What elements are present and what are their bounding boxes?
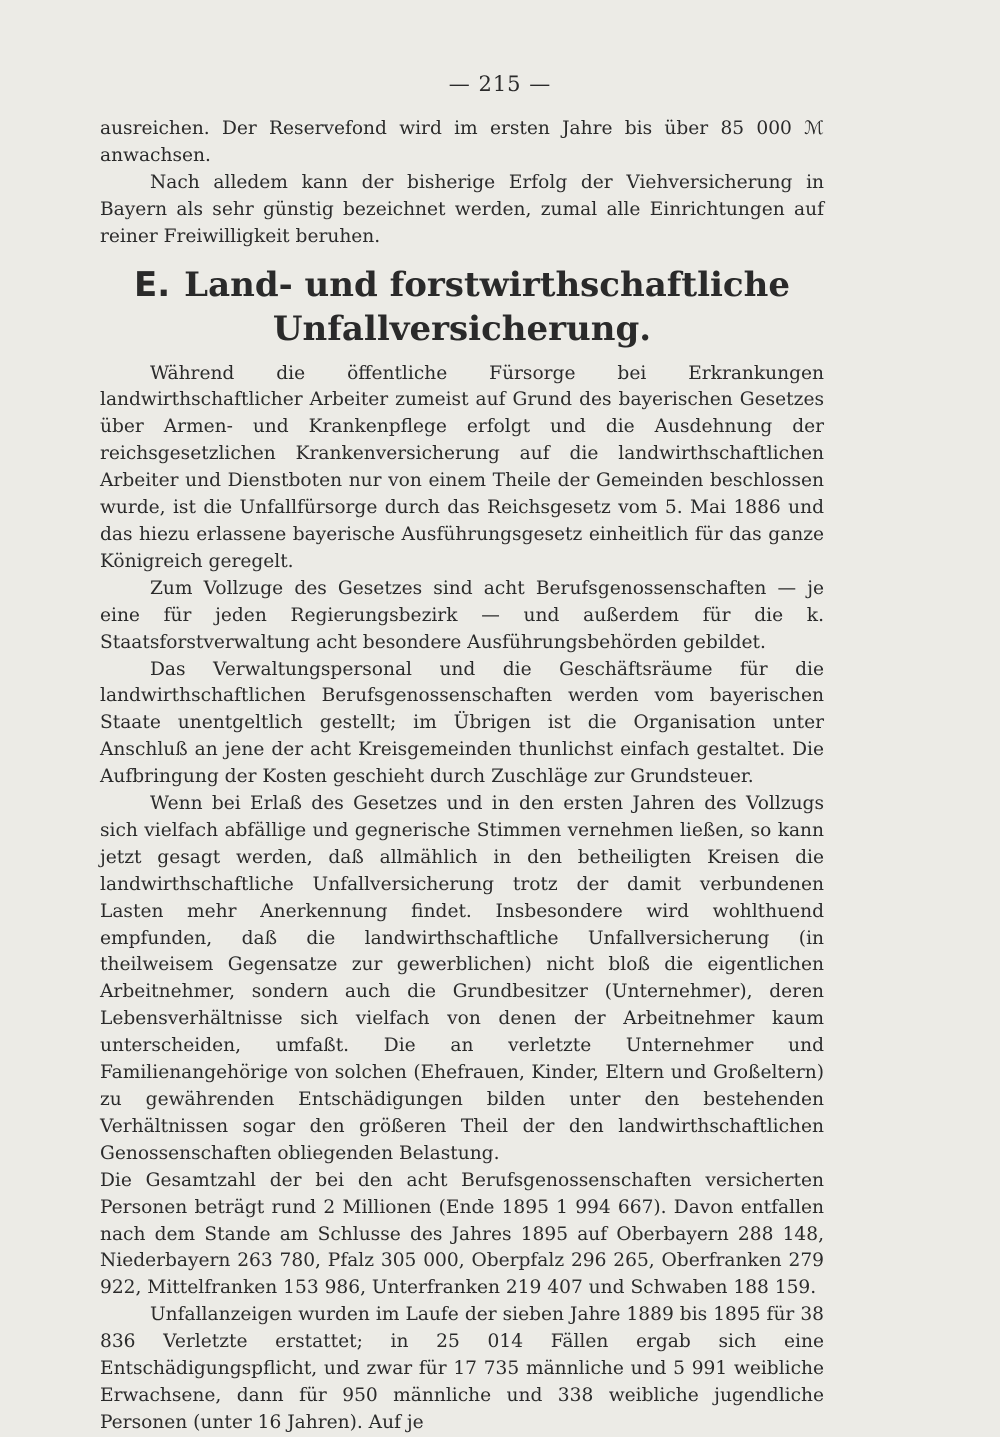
section-title: Land- und forstwirthschaftliche Unfallversicherung.	[184, 264, 790, 349]
paragraph: Während die öffentliche Fürsorge bei Erkrankungen landwirthschaftlicher Arbeiter zumeist auf Grund des bayerischen Gesetzes über Armen- und Krankenpflege erfolgt und die Ausdehnung der reichsgesetzlichen Krankenversicherung auf die landwirthschaftlichen Arbeiter und Dienstboten nur von einem Theile der Gemeinden beschlossen wurde, ist die Unfallfürsorge durch das Reichsgesetz vom 5. Mai 1886 und das hiezu erlassene bayerische Ausführungsgesetz einheitlich für das ganze Königreich geregelt.	[100, 362, 824, 572]
paragraph: Nach alledem kann der bisherige Erfolg der Viehversicherung in Bayern als sehr günstig bezeichnet werden, zumal alle Einrichtungen auf reiner Freiwilligkeit beruhen.	[100, 171, 824, 247]
paragraph: Die Gesamtzahl der bei den acht Berufsgenossenschaften versicherten Personen beträgt rund 2 Millionen (Ende 1895 1 994 667). Davon entfallen nach dem Stande am Schlusse des Jahres 1895 auf Oberbayern 288 148, Niederbayern 263 780, Pfalz 305 000, Oberpfalz 296 265, Oberfranken 279 922, Mittelfranken 153 986, Unterfranken 219 407 und Schwaben 188 159.	[100, 1169, 824, 1299]
body-text	[100, 116, 824, 1437]
paragraph: Unfallanzeigen wurden im Laufe der sieben Jahre 1889 bis 1895 für 38 836 Verletzte erstattet; in 25 014 Fällen ergab sich eine Entschädigungspflicht, und zwar für 17 735 männliche und 5 991 weibliche Erwachsene, dann für 950 männliche und 338 weibliche jugendliche Personen (unter 16 Jahren). Auf je	[100, 1304, 824, 1433]
paragraph: ausreichen. Der Reservefond wird im ersten Jahre bis über 85 000 ℳ anwachsen.	[100, 118, 824, 166]
section-heading	[100, 263, 824, 351]
paragraph: Zum Vollzuge des Gesetzes sind acht Berufsgenossenschaften — je eine für jeden Regierungsbezirk — und außerdem für die k. Staatsforstverwaltung acht besondere Ausführungsbehörden gebildet.	[100, 577, 824, 653]
paragraph: Das Verwaltungspersonal und die Geschäftsräume für die landwirthschaftlichen Berufsgenossenschaften werden vom bayerischen Staate unentgeltlich gestellt; im Übrigen ist die Organisation unter Anschluß an jene der acht Kreisgemeinden thunlichst einfach gestaltet. Die Aufbringung der Kosten geschieht durch Zuschläge zur Grundsteuer.	[100, 658, 824, 788]
page-number: — 215 —	[448, 72, 552, 96]
section-letter: E.	[134, 264, 171, 305]
paragraph: Wenn bei Erlaß des Gesetzes und in den ersten Jahren des Vollzugs sich vielfach abfällige und gegnerische Stimmen vernehmen ließen, so kann jetzt gesagt werden, daß allmählich in den betheiligten Kreisen die landwirthschaftliche Unfallversicherung trotz der damit verbundenen Lasten mehr Anerkennung findet. Insbesondere wird wohlthuend empfunden, daß die landwirthschaftliche Unfallversicherung (in theilweisem Gegensatze zur gewerblichen) nicht bloß die eigentlichen Arbeitnehmer, sondern auch die Grundbesitzer (Unternehmer), deren Lebensverhältnisse sich vielfach von denen der Arbeitnehmer kaum unterscheiden, umfaßt. Die an verletzte Unternehmer und Familienangehörige von solchen (Ehefrauen, Kinder, Eltern und Großeltern) zu gewährenden Entschädigungen bilden unter den bestehenden Verhältnissen sogar den größeren Theil der den landwirthschaftlichen Genossenschaften obliegenden Belastung.	[100, 793, 824, 1164]
